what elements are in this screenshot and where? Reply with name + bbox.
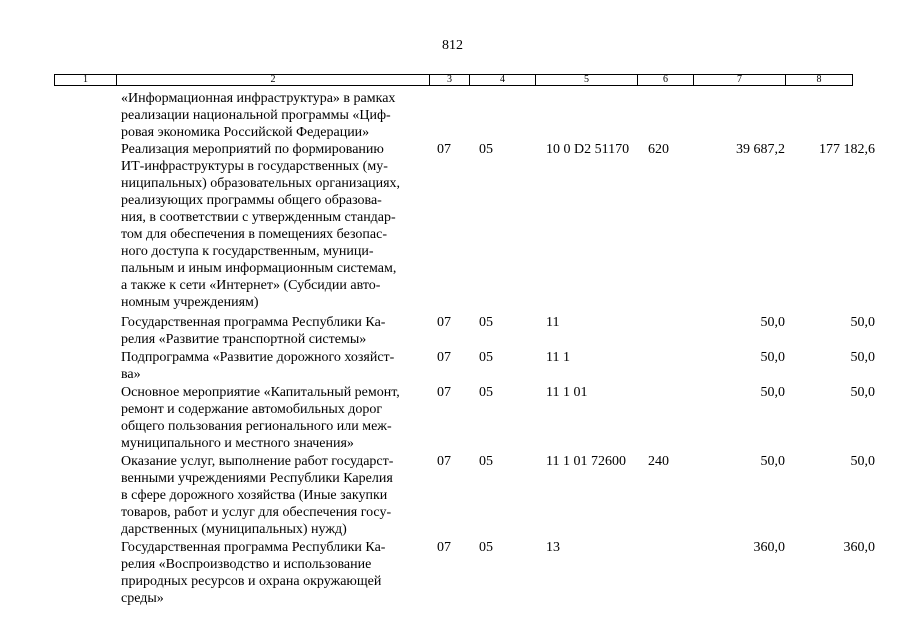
amount-year-1: 360,0 — [753, 540, 785, 555]
column-header-7: 7 — [694, 75, 786, 86]
column-header-1: 1 — [55, 75, 117, 86]
expense-type-code: 620 — [648, 142, 669, 157]
target-article-code: 13 — [546, 540, 560, 555]
row-description: Государственная программа Республики Ка- релия «Воспроизводство и использование природных ресурсов и охрана окружающей среды» — [121, 540, 386, 606]
amount-year-2: 360,0 — [843, 540, 875, 555]
target-article-code: 11 1 — [546, 350, 570, 365]
row-description: Основное мероприятие «Капитальный ремонт, ремонт и содержание автомобильных дорог общего пользования регионального или меж- муниципального и местного значения» — [121, 385, 400, 451]
target-article-code: 11 1 01 — [546, 385, 588, 400]
column-number-header — [54, 74, 853, 86]
section-code: 07 — [437, 142, 451, 157]
column-header-5: 5 — [536, 75, 638, 86]
amount-year-1: 39 687,2 — [736, 142, 785, 157]
section-code: 07 — [437, 315, 451, 330]
expense-type-code: 240 — [648, 454, 669, 469]
subsection-code: 05 — [479, 540, 493, 555]
row-description: Государственная программа Республики Ка- релия «Развитие транспортной системы» — [121, 315, 386, 347]
page-number: 812 — [442, 38, 463, 53]
column-header-4: 4 — [470, 75, 536, 86]
column-header-3: 3 — [430, 75, 470, 86]
target-article-code: 11 — [546, 315, 560, 330]
subsection-code: 05 — [479, 315, 493, 330]
subsection-code: 05 — [479, 454, 493, 469]
row-description: Подпрограмма «Развитие дорожного хозяйст- ва» — [121, 350, 395, 382]
amount-year-2: 177 182,6 — [819, 142, 875, 157]
column-header-6: 6 — [638, 75, 694, 86]
amount-year-2: 50,0 — [850, 454, 875, 469]
row-description: «Информационная инфраструктура» в рамках реализации национальной программы «Циф- ровая экономика Российской Федерации» — [121, 91, 396, 140]
subsection-code: 05 — [479, 142, 493, 157]
target-article-code: 11 1 01 72600 — [546, 454, 626, 469]
column-header-2: 2 — [117, 75, 430, 86]
amount-year-2: 50,0 — [850, 315, 875, 330]
section-code: 07 — [437, 350, 451, 365]
target-article-code: 10 0 D2 51170 — [546, 142, 630, 157]
section-code: 07 — [437, 385, 451, 400]
amount-year-1: 50,0 — [760, 315, 785, 330]
subsection-code: 05 — [479, 350, 493, 365]
section-code: 07 — [437, 454, 451, 469]
row-description: Оказание услуг, выполнение работ государст- венными учреждениями Республики Карелия в сфере дорожного хозяйства (Иные закупки товаров, работ и услуг для обеспечения госу- дарственных (муниципальных) нужд) — [121, 454, 394, 537]
amount-year-2: 50,0 — [850, 385, 875, 400]
row-description: Реализация мероприятий по формированию ИТ-инфраструктуры в государственных (му- ниципальных) образовательных организациях, реализующих программы общего образова- ния, в соответствии с утвержденным стандар- том для обеспечения в помещениях безопас- ного доступа к государственным, муници- пальным и иным информационным системам, а также к сети «Интернет» (Субсидии авто- номным учреждениям) — [121, 142, 401, 310]
amount-year-1: 50,0 — [760, 350, 785, 365]
section-code: 07 — [437, 540, 451, 555]
subsection-code: 05 — [479, 385, 493, 400]
amount-year-1: 50,0 — [760, 385, 785, 400]
amount-year-1: 50,0 — [760, 454, 785, 469]
column-header-8: 8 — [786, 75, 853, 86]
amount-year-2: 50,0 — [850, 350, 875, 365]
